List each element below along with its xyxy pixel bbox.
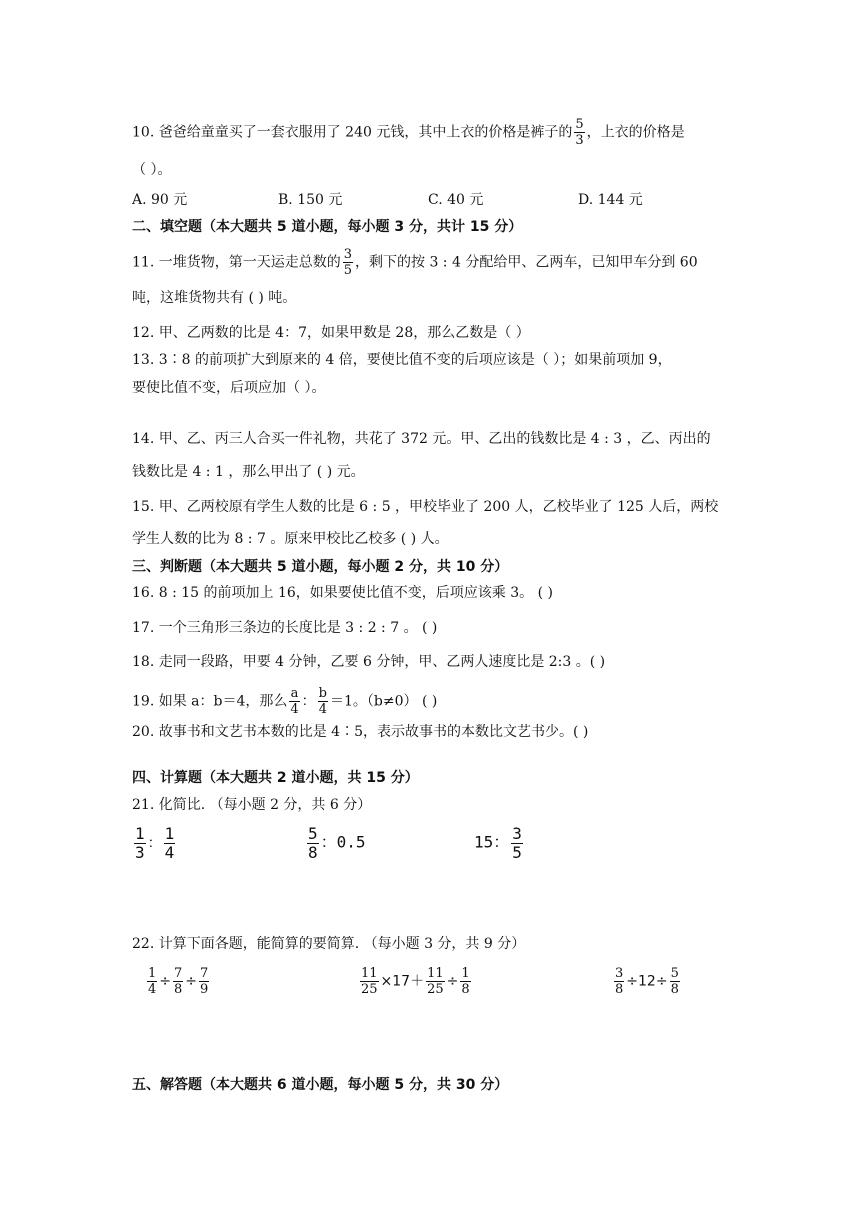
q19-fraction-a: $\frac{a}{4}$	[290, 686, 299, 717]
section-4-title: 四、计算题（本大题共 2 道小题，共 15 分）	[132, 770, 419, 786]
q11-fraction: $\frac{3}{5}$	[343, 247, 352, 278]
section-3-title: 三、判断题（本大题共 5 道小题，每小题 2 分，共 10 分）	[132, 559, 509, 575]
q19-fraction-b: $\frac{b}{4}$	[318, 686, 327, 717]
q21-e3-frac-b: $\frac{3}{5}$	[512, 824, 522, 862]
q11-line2: 吨，这堆货物共有 ( ) 吨。	[132, 290, 297, 306]
q22-expr-1: $\frac{1}{4}$ ÷ $\frac{7}{8}$ ÷ $\frac{7}{9}$	[148, 966, 209, 997]
q11-line1: 11. 一堆货物，第一天运走总数的 $\frac{3}{5}$ ，剩下的按 3 : 4 分配给甲、乙两车，已知甲车分到 60	[132, 247, 698, 278]
q10-text-a: 10. 爸爸给童童买了一套衣服用了 240 元钱，其中上衣的价格是裤子的	[132, 124, 573, 141]
q22-expr-2: $\frac{11}{25}$ ×17＋ $\frac{11}{25}$ ÷ $\frac{1}{8}$	[361, 966, 470, 997]
q10-option-b: B. 150 元	[278, 192, 343, 208]
q10-line2: （ ）。	[132, 162, 172, 178]
q10-text-b: ，上衣的价格是	[586, 124, 685, 141]
q21-e1-frac-a: $\frac{1}{3}$	[135, 824, 145, 862]
q15-line1: 15. 甲、乙两校原有学生人数的比是 6 : 5 ，甲校毕业了 200 人，乙校毕业了 125 人后，两校	[132, 499, 719, 515]
q10-option-d: D. 144 元	[578, 192, 643, 208]
q14-line2: 钱数比是 4 : 1 ，那么甲出了 ( ) 元。	[132, 464, 365, 480]
q18-text: 18. 走同一段路，甲要 4 分钟，乙要 6 分钟，甲、乙两人速度比是 2:3 。( )	[132, 654, 606, 670]
q21-expr-2: $\frac{5}{8}$ ：0.5	[308, 824, 366, 862]
q19-line: 19. 如果 a：b＝4，那么 $\frac{a}{4}$ ： $\frac{b}{4}$ ＝1。（b≠0） ( )	[132, 686, 438, 717]
q10-option-a: A. 90 元	[132, 192, 188, 208]
q22-text: 22. 计算下面各题，能简算的要简算. （每小题 3 分，共 9 分）	[132, 936, 526, 952]
q21-e2-frac-a: $\frac{5}{8}$	[308, 824, 318, 862]
q15-line2: 学生人数的比为 8 : 7 。原来甲校比乙校多 ( ) 人。	[132, 531, 449, 547]
q21-expr-1: $\frac{1}{3}$ ： $\frac{1}{4}$	[135, 824, 175, 862]
q20-text: 20. 故事书和文艺书本数的比是 4∶5，表示故事书的本数比文艺书少。( )	[132, 724, 589, 740]
section-2-title: 二、填空题（本大题共 5 道小题，每小题 3 分，共计 15 分）	[132, 219, 523, 235]
q21-e1-frac-b: $\frac{1}{4}$	[164, 824, 175, 862]
q22-expr-3: $\frac{3}{8}$ ÷12÷ $\frac{5}{8}$	[615, 966, 679, 997]
q12-text: 12. 甲、乙两数的比是 4：7，如果甲数是 28，那么乙数是（ ）	[132, 325, 530, 341]
section-5-title: 五、解答题（本大题共 6 道小题，每小题 5 分，共 30 分）	[132, 1077, 509, 1093]
q21-text: 21. 化简比. （每小题 2 分，共 6 分）	[132, 797, 372, 813]
q10-fraction: $\frac{5}{3}$	[575, 117, 584, 148]
q10-line1	[132, 118, 685, 147]
q10-option-c: C. 40 元	[428, 192, 484, 208]
q17-text: 17. 一个三角形三条边的长度比是 3 : 2 : 7 。 ( )	[132, 620, 438, 636]
q16-text: 16. 8 : 15 的前项加上 16，如果要使比值不变，后项应该乘 3。 ( )	[132, 585, 553, 601]
q13-line2: 要使比值不变，后项应加（ ）。	[132, 380, 326, 396]
q13-line1: 13. 3∶8 的前项扩大到原来的 4 倍，要使比值不变的后项应该是（ ）；如果前项加 9，	[132, 352, 672, 368]
q21-expr-3: 15： $\frac{3}{5}$	[474, 824, 522, 862]
q14-line1: 14. 甲、乙、丙三人合买一件礼物，共花了 372 元。甲、乙出的钱数比是 4 : 3 ，乙、丙出的	[132, 431, 711, 447]
